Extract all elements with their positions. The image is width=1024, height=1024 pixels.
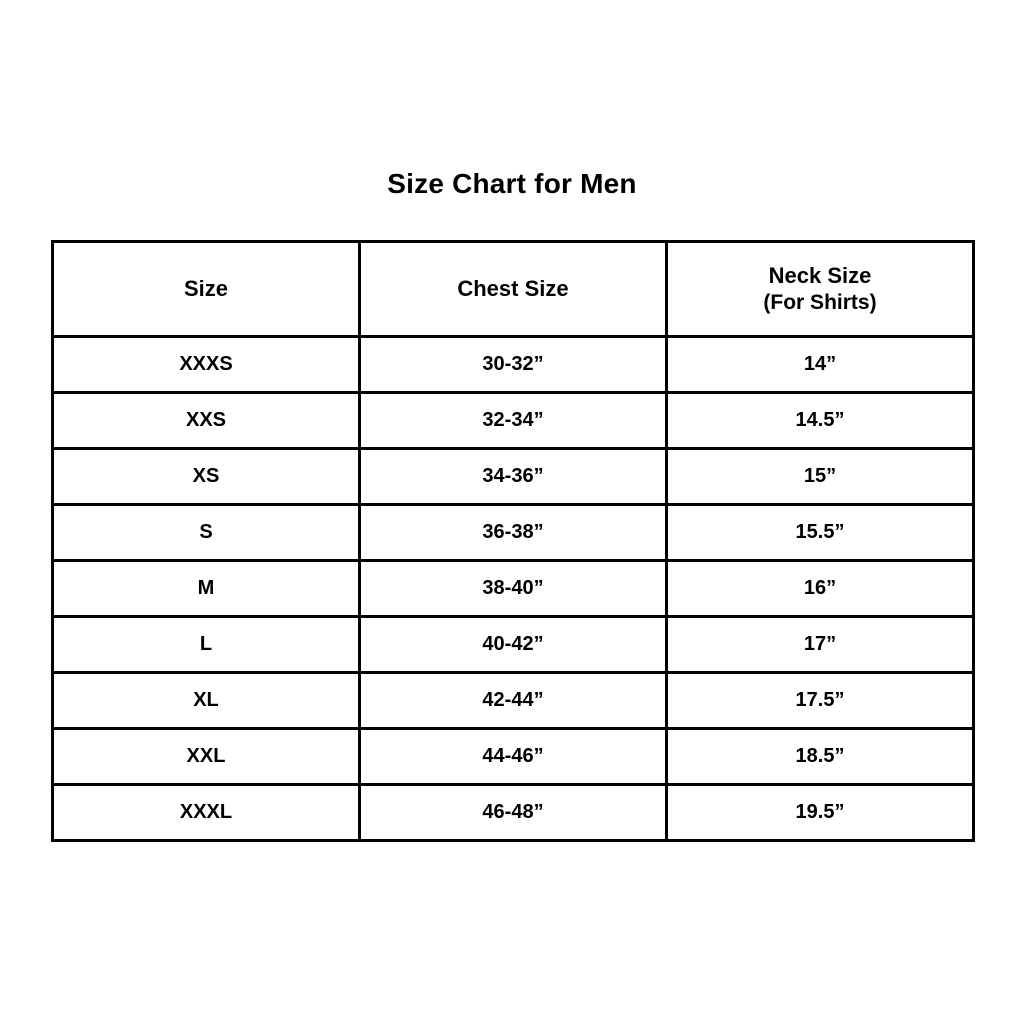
table-header bbox=[53, 242, 974, 337]
table-row bbox=[53, 673, 974, 729]
cell-chest: 44-46” bbox=[360, 729, 667, 785]
column-header-neck-size-label: Neck Size bbox=[768, 263, 872, 289]
page-title: Size Chart for Men bbox=[387, 168, 637, 199]
table-row bbox=[53, 617, 974, 673]
cell-neck: 14” bbox=[667, 337, 974, 393]
cell-chest: 40-42” bbox=[360, 617, 667, 673]
column-header-chest-size bbox=[360, 242, 667, 337]
table-row bbox=[53, 785, 974, 841]
cell-chest: 38-40” bbox=[360, 561, 667, 617]
table-header-row bbox=[53, 242, 974, 337]
cell-size: XXS bbox=[53, 393, 360, 449]
table-row bbox=[53, 561, 974, 617]
cell-chest: 34-36” bbox=[360, 449, 667, 505]
cell-neck: 17” bbox=[667, 617, 974, 673]
cell-size: L bbox=[53, 617, 360, 673]
size-chart-table-wrapper bbox=[51, 240, 972, 842]
table-row bbox=[53, 337, 974, 393]
column-header-chest-size-label: Chest Size bbox=[457, 276, 569, 302]
cell-size: XXXS bbox=[53, 337, 360, 393]
cell-chest: 36-38” bbox=[360, 505, 667, 561]
column-header-neck-size-sublabel: (For Shirts) bbox=[763, 290, 877, 314]
cell-neck: 19.5” bbox=[667, 785, 974, 841]
cell-neck: 14.5” bbox=[667, 393, 974, 449]
cell-size: XS bbox=[53, 449, 360, 505]
column-header-size-label: Size bbox=[183, 276, 229, 302]
cell-size: XXXL bbox=[53, 785, 360, 841]
cell-size: S bbox=[53, 505, 360, 561]
column-header-size bbox=[53, 242, 360, 337]
cell-size: M bbox=[53, 561, 360, 617]
cell-neck: 15” bbox=[667, 449, 974, 505]
cell-chest: 30-32” bbox=[360, 337, 667, 393]
table-row bbox=[53, 505, 974, 561]
cell-neck: 16” bbox=[667, 561, 974, 617]
table-body bbox=[53, 337, 974, 841]
cell-size: XXL bbox=[53, 729, 360, 785]
table-row bbox=[53, 729, 974, 785]
cell-chest: 42-44” bbox=[360, 673, 667, 729]
cell-neck: 17.5” bbox=[667, 673, 974, 729]
cell-neck: 15.5” bbox=[667, 505, 974, 561]
size-chart-table bbox=[51, 240, 975, 842]
column-header-neck-size bbox=[667, 242, 974, 337]
cell-chest: 46-48” bbox=[360, 785, 667, 841]
table-row bbox=[53, 449, 974, 505]
table-row bbox=[53, 393, 974, 449]
cell-neck: 18.5” bbox=[667, 729, 974, 785]
cell-chest: 32-34” bbox=[360, 393, 667, 449]
cell-size: XL bbox=[53, 673, 360, 729]
